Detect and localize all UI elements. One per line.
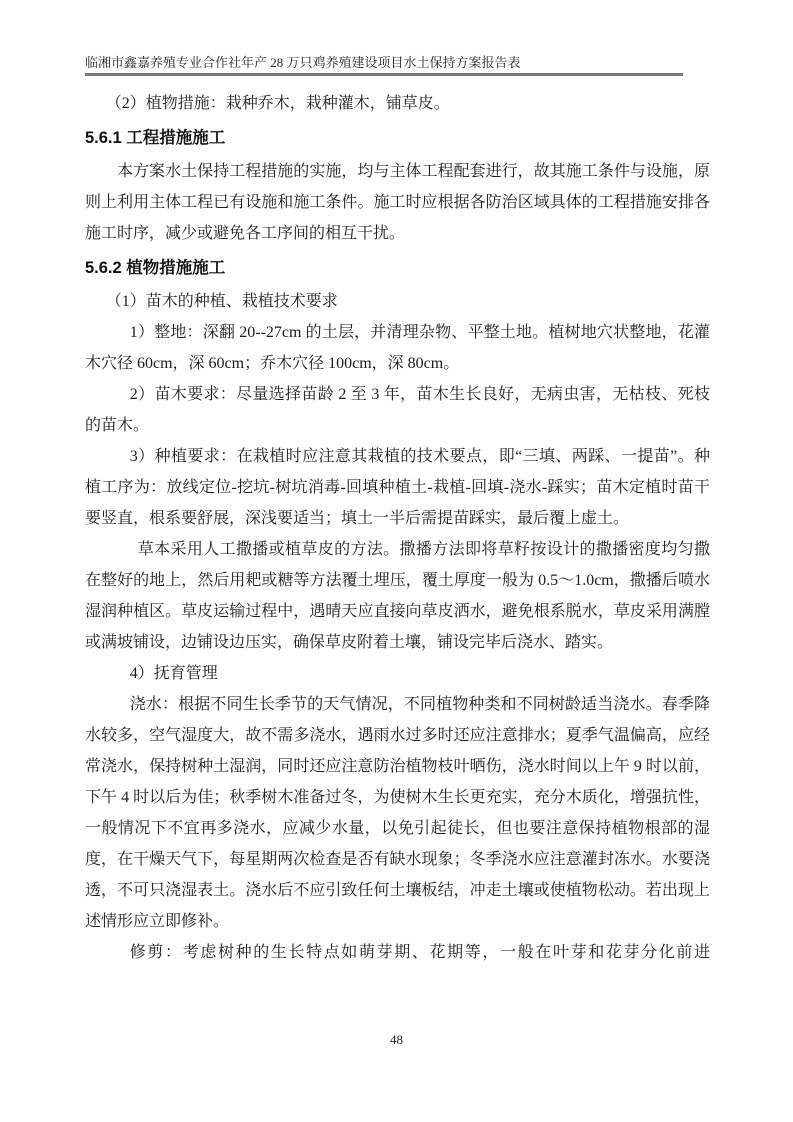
page-number: 48 xyxy=(390,1032,403,1047)
section-heading-5-6-1: 5.6.1 工程措施施工 xyxy=(85,129,226,147)
para-planting-requirements: 3）种植要求：在栽植时应注意其栽植的技术要点，即“三填、两踩、一提苗”。种植工序为：放线定位-挖坑-树坑消毒-回填种植土-栽植-回填-浇水-踩实；苗木定植时苗干要竖直，根系要舒展，深浅要适当；填土一半后需提苗踩实，最后覆上虚土。 xyxy=(85,448,710,527)
para-tending-management-title: 4）抚育管理 xyxy=(129,665,218,682)
para-pruning: 修剪：考虑树种的生长特点如萌芽期、花期等，一般在叶芽和花芽分化前进 xyxy=(129,944,710,961)
document-body xyxy=(85,88,710,968)
para-seedling-requirements-title: （1）苗木的种植、栽植技术要求 xyxy=(105,293,338,310)
para-grass-sowing: 草本采用人工撒播或植草皮的方法。撒播方法即将草籽按设计的撒播密度均匀撒在整好的地上，然后用耙或糖等方法覆土埋压，覆土厚度一般为 0.5～1.0cm，撒播后喷水湿润种植区。草皮运输过程中，遇晴天应直接向草皮洒水，避免根系脱水，草皮采用满膛或满坡铺设，边铺设边压实，确保草皮附着土壤，铺设完毕后浇水、踏实。 xyxy=(85,541,710,651)
para-watering: 浇水：根据不同生长季节的天气情况，不同植物种类和不同树龄适当浇水。春季降水较多，空气湿度大，故不需多浇水，遇雨水过多时还应注意排水；夏季气温偏高，应经常浇水，保持树种土湿润，同时还应注意防治植物枝叶晒伤，浇水时间以上午 9 时以前，下午 4 时以后为佳；秋季树木准备过冬，为使树木生长更充实，充分木质化，增强抗性，一般情况下不宜再多浇水，应减少水量，以免引起徒长，但也要注意保持植物根部的湿度，在干燥天气下，每星期两次检查是否有缺水现象；冬季浇水应注意灌封冻水。水要浇透，不可只浇湿表土。浇水后不应引致任何土壤板结，冲走土壤或使植物松动。若出现上述情形应立即修补。 xyxy=(85,696,710,930)
para-engineering-measures: 本方案水土保持工程措施的实施，均与主体工程配套进行，故其施工条件与设施，原则上利用主体工程已有设施和施工条件。施工时应根据各防治区域具体的工程措施安排各施工时序，减少或避免各工序间的相互干扰。 xyxy=(85,163,710,242)
section-heading-5-6-2: 5.6.2 植物措施施工 xyxy=(85,259,226,277)
running-header-title: 临湘市鑫嘉养殖专业合作社年产 28 万只鸡养殖建设项目水土保持方案报告表 xyxy=(85,55,683,76)
para-seedling-quality: 2）苗木要求：尽量选择苗龄 2 至 3 年，苗木生长良好，无病虫害，无枯枝、死枝的苗木。 xyxy=(85,386,710,434)
para-land-preparation: 1）整地：深翻 20--27cm 的土层，并清理杂物、平整土地。植树地穴状整地，花灌木穴径 60cm，深 60cm；乔木穴径 100cm，深 80cm。 xyxy=(85,324,710,372)
para-plant-measures-item2: （2）植物措施：栽种乔木，栽种灌木，铺草皮。 xyxy=(105,95,450,112)
